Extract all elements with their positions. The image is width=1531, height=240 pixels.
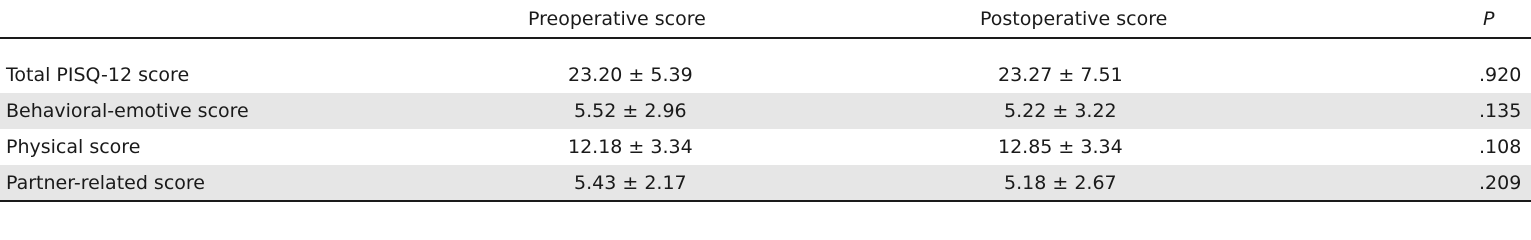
row-p-value: .209: [1431, 165, 1531, 201]
header-p-value: P: [1431, 0, 1531, 38]
row-label: Behavioral-emotive score: [0, 93, 528, 129]
table-row: [0, 129, 1531, 165]
table-row: [0, 165, 1531, 201]
row-p-value: .108: [1479, 136, 1522, 158]
row-label: Physical score: [6, 136, 141, 158]
row-postoperative: 23.27 ± 7.51: [998, 64, 1123, 86]
row-preoperative: 23.20 ± 5.39: [568, 64, 693, 86]
spacer-row: [0, 38, 1531, 57]
row-p-value: .135: [1431, 93, 1531, 129]
row-preoperative: 5.52 ± 2.96: [528, 93, 980, 129]
row-postoperative: 5.18 ± 2.67: [980, 165, 1431, 201]
row-postoperative: 5.22 ± 3.22: [980, 93, 1431, 129]
header-preoperative: Preoperative score: [528, 0, 980, 38]
header-row: [0, 0, 1531, 38]
row-preoperative: 5.43 ± 2.17: [528, 165, 980, 201]
row-label: Partner-related score: [0, 165, 528, 201]
row-p-value: .920: [1479, 64, 1522, 86]
row-preoperative: 12.18 ± 3.34: [568, 136, 693, 158]
header-label: [0, 0, 528, 38]
row-postoperative: 12.85 ± 3.34: [998, 136, 1123, 158]
row-label: Total PISQ-12 score: [6, 64, 190, 86]
header-postoperative: Postoperative score: [980, 0, 1431, 38]
table-row: [0, 93, 1531, 129]
table-row: [0, 57, 1531, 93]
